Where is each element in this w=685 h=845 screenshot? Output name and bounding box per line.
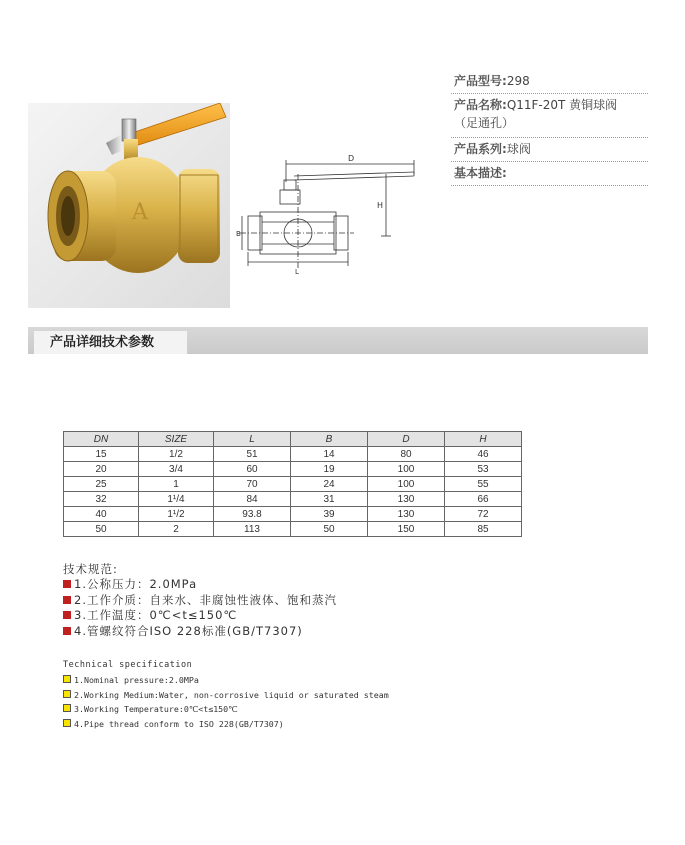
- table-cell: 39: [291, 507, 368, 522]
- table-cell: 55: [445, 477, 522, 492]
- product-description-label: 基本描述:: [454, 166, 507, 180]
- table-header: SIZE: [139, 432, 214, 447]
- table-cell: 15: [64, 447, 139, 462]
- cn-spec-title: 技术规范:: [63, 562, 118, 576]
- en-spec-text: 1.Nominal pressure:2.0MPa: [74, 675, 199, 685]
- table-cell: 66: [445, 492, 522, 507]
- en-spec-text: 4.Pipe thread conform to ISO 228(GB/T7307): [74, 718, 284, 729]
- product-model-row: [451, 70, 648, 94]
- table-cell: 19: [291, 462, 368, 477]
- product-name-row: [451, 94, 648, 138]
- product-model-label: 产品型号:: [454, 74, 507, 88]
- table-cell: 1¹/2: [139, 507, 214, 522]
- table-cell: 32: [64, 492, 139, 507]
- red-square-icon: [63, 627, 71, 635]
- table-cell: 1: [139, 477, 214, 492]
- list-item: [63, 717, 389, 732]
- cn-spec-list: [63, 577, 337, 639]
- product-model-value: 298: [506, 74, 530, 88]
- product-info-panel: [451, 70, 648, 186]
- table-row: [64, 462, 522, 477]
- list-item: [63, 688, 389, 703]
- svg-text:A: A: [132, 200, 148, 225]
- en-spec-text: 2.Working Medium:Water, non-corrosive liquid or saturated steam: [74, 689, 389, 700]
- product-name-value-2: （足通孔）: [454, 116, 515, 130]
- table-cell: 84: [214, 492, 291, 507]
- red-square-icon: [63, 611, 71, 619]
- cn-spec-text: 1.公称压力：2.0MPa: [74, 577, 198, 591]
- section-header-bar: [28, 327, 648, 354]
- table-header: B: [291, 432, 368, 447]
- table-cell: 31: [291, 492, 368, 507]
- table-header: H: [445, 432, 522, 447]
- dimension-drawing: [236, 152, 432, 282]
- cn-spec-text: 4.管螺纹符合ISO 228标准(GB/T7307): [74, 623, 303, 638]
- yellow-square-icon: [63, 719, 71, 727]
- yellow-square-icon: [63, 704, 71, 712]
- product-series-label: 产品系列:: [454, 142, 507, 156]
- product-series-value: 球阀: [506, 142, 531, 156]
- product-photo: [28, 103, 230, 308]
- table-cell: 51: [214, 447, 291, 462]
- yellow-square-icon: [63, 675, 71, 683]
- table-cell: 50: [64, 522, 139, 537]
- cn-spec-text: 3.工作温度：0℃<t≤150℃: [74, 608, 238, 622]
- table-row: [64, 492, 522, 507]
- table-cell: 70: [214, 477, 291, 492]
- table-cell: 72: [445, 507, 522, 522]
- table-cell: 60: [214, 462, 291, 477]
- table-cell: 93.8: [214, 507, 291, 522]
- dim-label-d: D: [348, 154, 355, 163]
- table-cell: 100: [368, 477, 445, 492]
- product-description-row: [451, 162, 648, 186]
- table-cell: 24: [291, 477, 368, 492]
- product-name-label: 产品名称:: [454, 98, 507, 112]
- en-spec-title: Technical specification: [63, 660, 193, 670]
- valve-section-drawing: [236, 152, 432, 282]
- dim-label-b: B: [236, 230, 241, 238]
- cn-spec-text: 2.工作介质：自来水、非腐蚀性液体、饱和蒸汽: [74, 592, 337, 607]
- table-cell: 46: [445, 447, 522, 462]
- table-cell: 50: [291, 522, 368, 537]
- list-item: [63, 673, 389, 688]
- product-series-row: [451, 138, 648, 162]
- dim-label-h: H: [377, 201, 384, 210]
- list-item: [63, 608, 337, 624]
- table-header: DN: [64, 432, 139, 447]
- en-spec-text: 3.Working Temperature:0℃<t≤150℃: [74, 704, 238, 714]
- table-cell: 20: [64, 462, 139, 477]
- dim-label-l: L: [295, 268, 299, 276]
- en-spec-list: [63, 673, 389, 731]
- table-cell: 100: [368, 462, 445, 477]
- section-title: 产品详细技术参数: [34, 331, 187, 354]
- table-cell: 14: [291, 447, 368, 462]
- table-cell: 40: [64, 507, 139, 522]
- table-cell: 2: [139, 522, 214, 537]
- red-square-icon: [63, 580, 71, 588]
- table-header: L: [214, 432, 291, 447]
- table-cell: 3/4: [139, 462, 214, 477]
- table-cell: 130: [368, 507, 445, 522]
- table-cell: 85: [445, 522, 522, 537]
- table-row: [64, 507, 522, 522]
- table-cell: 80: [368, 447, 445, 462]
- list-item: [63, 593, 337, 609]
- table-header: D: [368, 432, 445, 447]
- table-cell: 1¹/4: [139, 492, 214, 507]
- list-item: [63, 624, 337, 640]
- table-header-row: [64, 432, 522, 447]
- table-row: [64, 477, 522, 492]
- table-cell: 113: [214, 522, 291, 537]
- yellow-square-icon: [63, 690, 71, 698]
- ball-valve-illustration: [28, 103, 230, 308]
- list-item: [63, 702, 389, 717]
- table-cell: 53: [445, 462, 522, 477]
- table-cell: 130: [368, 492, 445, 507]
- dimension-table: [63, 431, 522, 537]
- red-square-icon: [63, 596, 71, 604]
- table-row: [64, 522, 522, 537]
- product-name-value: Q11F-20T 黄铜球阀: [506, 98, 618, 112]
- list-item: [63, 577, 337, 593]
- table-cell: 150: [368, 522, 445, 537]
- table-cell: 25: [64, 477, 139, 492]
- table-row: [64, 447, 522, 462]
- table-cell: 1/2: [139, 447, 214, 462]
